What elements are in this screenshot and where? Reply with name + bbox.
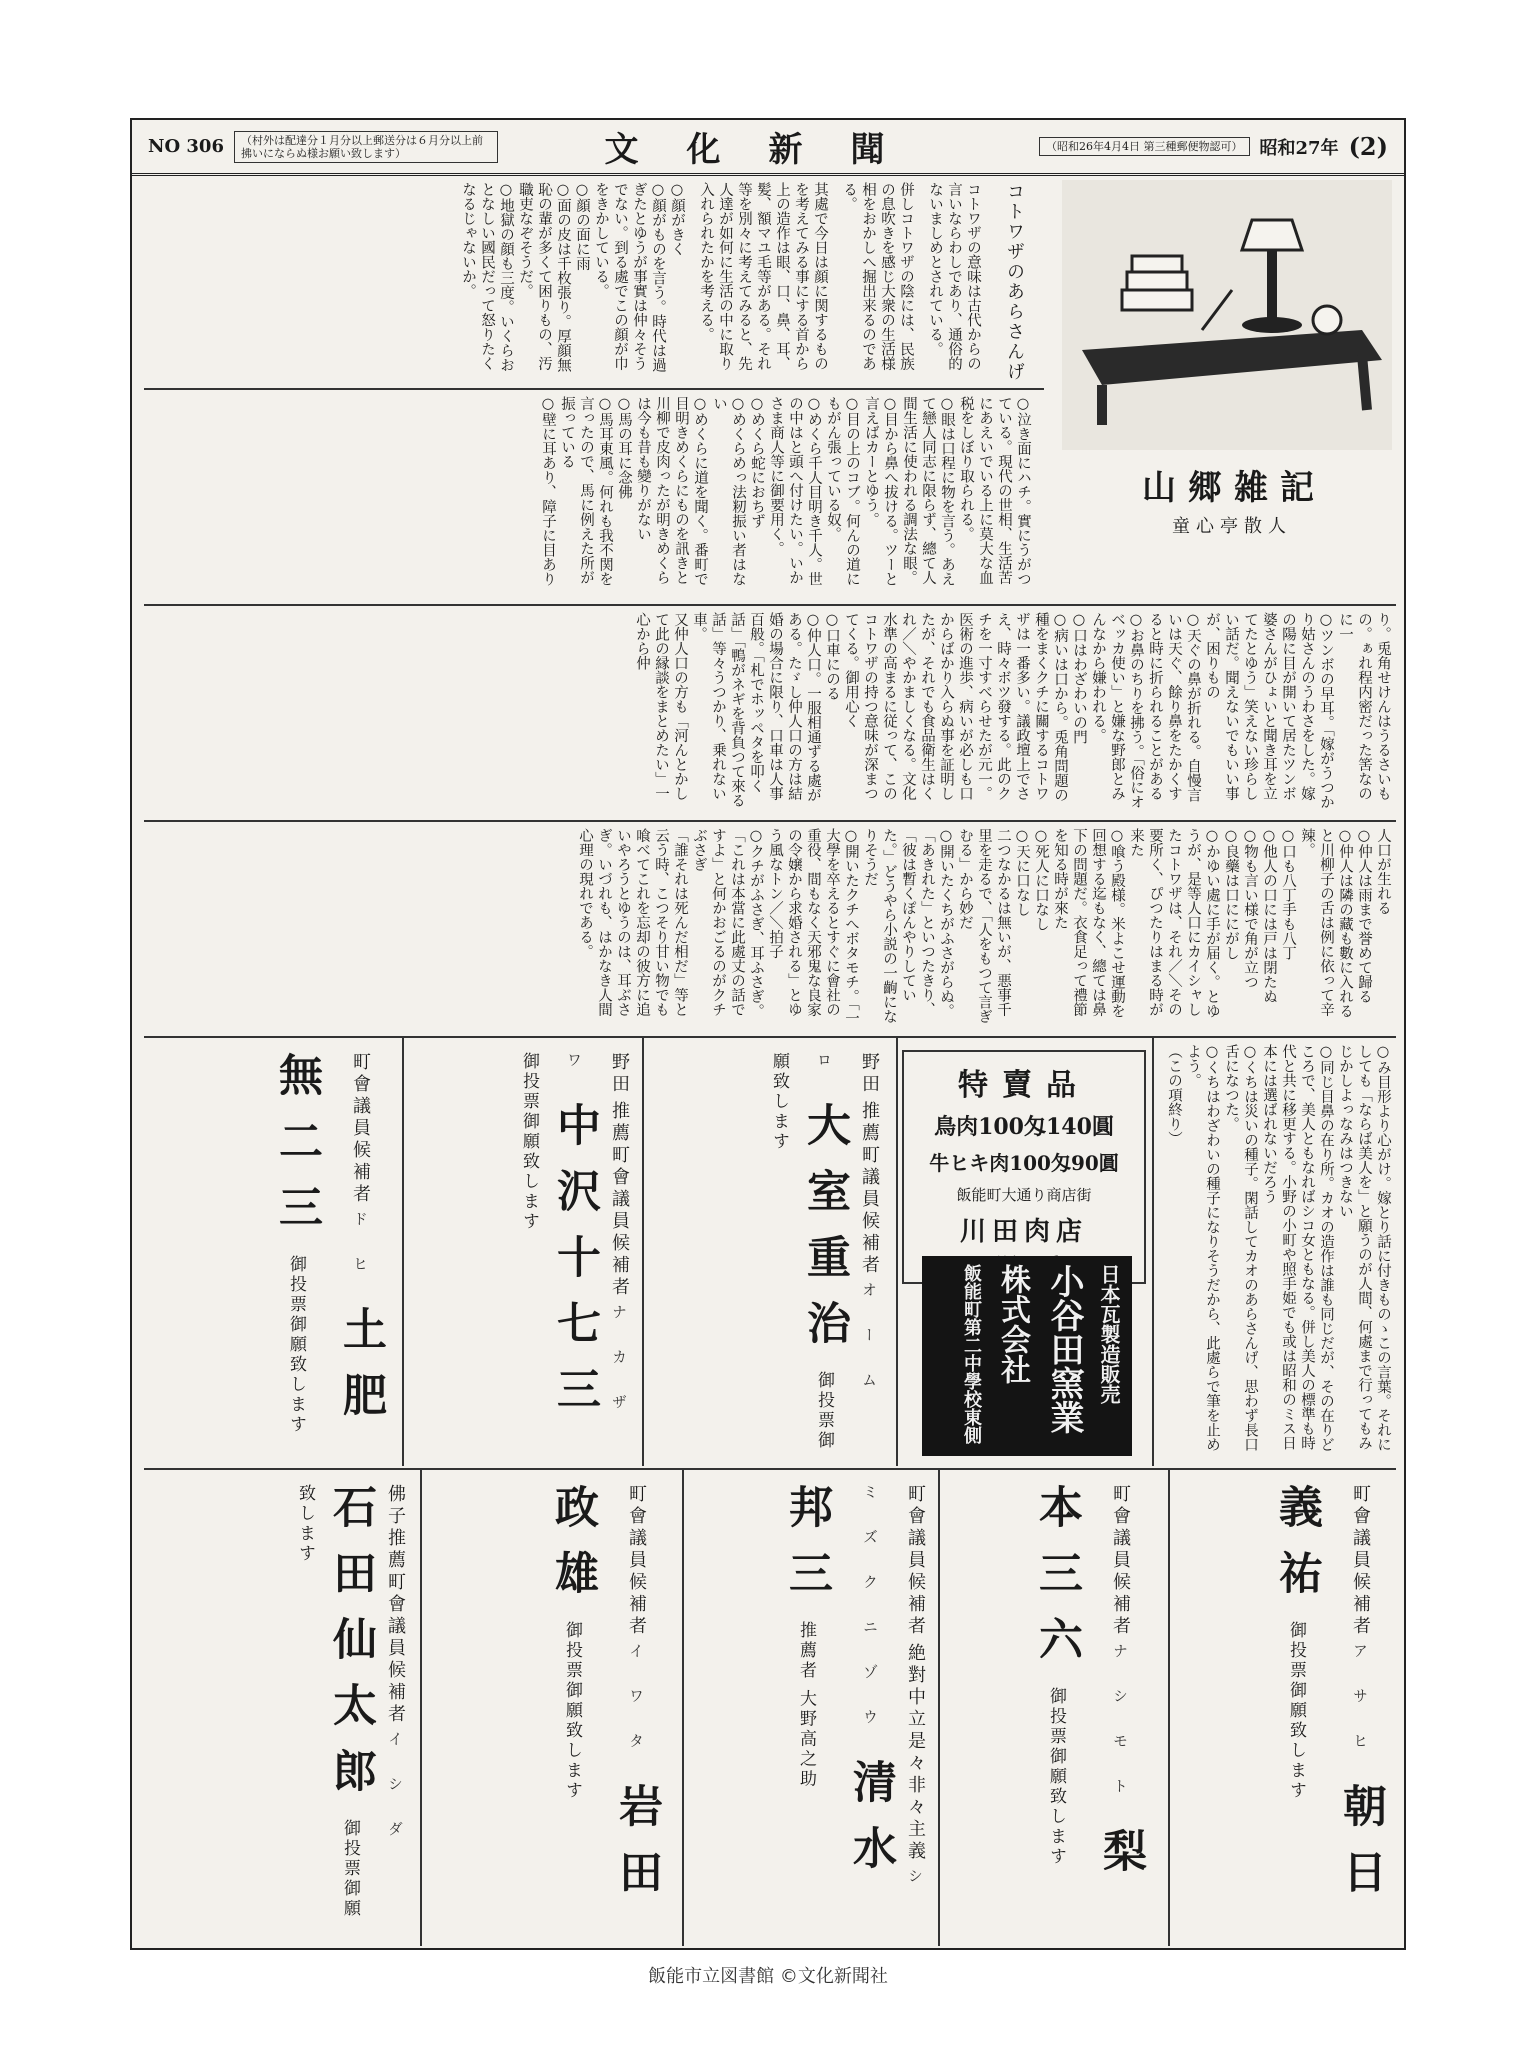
paragraph: ○壁に耳あり、障子に目あり — [540, 396, 556, 586]
paragraph: ○めくら蛇におちず — [749, 396, 765, 528]
ad-address: 飯能町大通り商店街 — [956, 1186, 1092, 1204]
desk-illustration — [1062, 180, 1392, 450]
candidate-furigana: ドヒ — [351, 1211, 369, 1302]
paragraph: ○物も言い様で角が立つ — [1242, 828, 1258, 989]
candidate-ad — [692, 1484, 928, 1934]
paragraph: コトワザの意味は古代からの言いならわしであり、通俗的ないましめとされている。 — [927, 182, 981, 371]
candidate-ad — [432, 1484, 668, 1934]
rule — [642, 1036, 644, 1466]
paragraph: ○めくらめっ法籾振い者はない — [711, 396, 746, 586]
vote-request: 御投票御願致します — [562, 1621, 582, 1802]
paragraph: ○天ぐの鼻が折れる。自慢言いは天ぐ、餘り鼻をたかくすると時に折られることがある — [1147, 612, 1201, 802]
paragraph: ○目の上のコブ。何んの道にもがん張っている奴。 — [825, 396, 860, 586]
paragraph: ○顔がものを言う。時代は過ぎたとゆうが事實は仲々そうでない。到る處でこの顔が巾をきかしている。 — [593, 182, 666, 372]
paragraph: ○天に口なし — [1014, 828, 1030, 917]
candidate-name: 清水邦三 — [781, 1484, 896, 1892]
candidate-furigana: イシダ — [386, 1731, 404, 1867]
paragraph: ○仲人は隣の藏も數に入れると川柳子の舌は例に依って辛辣。 — [1299, 828, 1353, 1018]
page-number: (2) — [1348, 132, 1388, 161]
candidate-name: 梨本三六 — [1031, 1484, 1146, 1895]
rule — [682, 1468, 684, 1946]
vote-request: 御投票御願致します — [295, 1484, 360, 1920]
article-column-mid — [142, 396, 1032, 596]
candidate-role: 町會議員候補者 — [1110, 1484, 1131, 1638]
candidate-furigana: シミズクニゾウ — [861, 1484, 924, 1914]
article-column-top — [462, 182, 982, 382]
vote-request: 御投票御願致します — [519, 1052, 539, 1232]
paragraph: ○めくらに道を聞く。番町で目明きめくらにものを訊きと川柳で皮肉ったが明きめくらは今も昔も變りがない — [635, 396, 708, 586]
candidate-ad — [652, 1052, 882, 1452]
paragraph: り。兎角せけんはうるさいもの。ぁれ程内密だった筈なのに一 — [1337, 612, 1391, 801]
candidate-name: 土肥無二三 — [271, 1052, 386, 1439]
candidate-ad — [1182, 1484, 1392, 1934]
candidate-ad — [412, 1052, 632, 1452]
paragraph: ○良藥は口ににがし — [1223, 828, 1239, 960]
candidate-role: 町會議員候補者 — [1350, 1484, 1371, 1638]
paragraph: ○泣き面にハチ。實にうがつている。現代の世相、生活苦にあえいでいる上に莫大な血税をしぼり取られる。 — [958, 396, 1031, 586]
paragraph: ○開いたクチへボタモチ。「一大學を卒えるとすぐに會社の重役、間もなく天邪鬼な良家の令嬢から求婚される」とゆう風なトン／＼拍子 — [767, 828, 859, 1026]
candidate-recommender: 野田 — [609, 1052, 630, 1096]
candidate-furigana: ナカザワ — [565, 1052, 628, 1440]
paragraph: ○眼は口程に物を言う。あえて戀人同志に限らず、總て人間生活に使われる調法な眼。 — [901, 396, 955, 586]
article-title: 山郷雑記 — [1142, 468, 1326, 508]
article-byline: 童心亭散人 — [1172, 516, 1292, 537]
candidate-furigana: オームロ — [815, 1052, 878, 1418]
kiln-company-ad — [922, 1256, 1132, 1456]
paragraph: ○くちは災いの種子。閑話してカオのあらさんげ、思わず長口舌になつた。 — [1223, 1044, 1258, 1452]
paragraph: （この項終り） — [1166, 1044, 1182, 1146]
paragraph: ○馬の耳に念佛 — [616, 396, 632, 499]
paragraph: ○他人の口には戸は閉たぬ — [1261, 828, 1277, 1004]
rule — [420, 1468, 422, 1946]
candidate-furigana: イワタ — [627, 1643, 645, 1779]
paragraph: ○ツンボの早耳。「嫁がうつかり姑さんのうわさをした。嫁の陽に目が開いて居たツンボ婆さんがひょいと聞き耳を立てたとゆう」笑えない珍らしい話だ。聞えないでもいい事が、困りもの — [1204, 612, 1334, 810]
rule — [144, 1036, 1396, 1038]
candidate-role: 町會議員候補者 — [626, 1484, 647, 1638]
candidate-name: 朝日義祐 — [1271, 1484, 1386, 1916]
vote-request: 御投票御願致します — [286, 1255, 306, 1436]
ad-line: 株式会社 — [995, 1264, 1030, 1384]
paragraph: 又仲人口の方も「河んとかして此の縁談をまとめたい」一心から仲 — [634, 612, 688, 801]
candidate-role: 佛子推薦町會議員候補者 — [385, 1484, 406, 1726]
ad-line: 飯能町第二中學校東側 — [961, 1264, 982, 1444]
candidate-name: 石田仙太郎 — [325, 1484, 376, 1814]
ad-line: 小谷田窯業 — [1044, 1264, 1084, 1434]
candidate-recommender: 推薦者 大野高之助 — [796, 1621, 816, 1790]
ad-headline: 特賣品 — [958, 1068, 1090, 1103]
candidate-ad — [952, 1484, 1152, 1934]
paragraph: ○仲人は雨まで誉めて歸る — [1356, 828, 1372, 1004]
candidate-name: 中沢十七三 — [549, 1102, 600, 1433]
paragraph: ○同じ目鼻の在り所。カオの造作は誰も同じだが、その在りどころで、美人ともなればシコ女ともなる。併し美人の標準も時代と共に移更する。小野の小町や照手姫でも或は昭和のミス日本には選ばれないだろう — [1261, 1044, 1334, 1452]
candidate-role: 町會議員候補者 — [905, 1484, 926, 1638]
archive-footer: 飯能市立図書館 ©文化新聞社 — [648, 1966, 888, 1987]
candidate-name: 岩田政雄 — [547, 1484, 662, 1916]
candidate-role: 推薦町議員候補者 — [859, 1101, 880, 1278]
rule — [144, 820, 1396, 822]
rule — [144, 604, 1396, 606]
article-column-fourth — [142, 828, 1392, 1028]
article-column-fifth — [1162, 1044, 1392, 1464]
vote-request: 御投票御願致します — [1286, 1621, 1306, 1802]
paragraph: ○めくら千人目明き千人。世の中はと頭へ付けたい。いかさま商人等に御要用く。 — [768, 396, 822, 586]
issue-date: 昭和27年 — [1259, 137, 1339, 159]
rule — [144, 1468, 1396, 1470]
rule — [938, 1468, 940, 1946]
paragraph: ○面の皮は千枚張り。厚顔無恥の輩が多くて困りもの、汚職吏なぞそうだ。 — [517, 182, 571, 372]
rule — [1152, 1036, 1154, 1466]
vote-request: 御投票御願致します — [769, 1052, 834, 1452]
rule — [402, 1036, 404, 1466]
paragraph: 二つなかるは無いが、悪事千里を走るで、「人をもつて言ぎむる」から妙だ — [957, 828, 1011, 1024]
candidate-ad — [172, 1052, 392, 1452]
paragraph: ○口も八丁手も八丁 — [1280, 828, 1296, 960]
candidate-ad — [162, 1484, 408, 1934]
paragraph: ○クチがふさぎ、耳ふさぎ。「これは本當に此處丈の話ですよ」と何かおごるのがクチぶさぎ — [691, 828, 764, 1018]
candidate-furigana: ナシモト — [1111, 1643, 1129, 1824]
candidate-role: 推薦町會議員候補者 — [609, 1101, 630, 1300]
rule — [896, 1036, 898, 1466]
paragraph: ○喰う殿様。米よこせ運動を回想する迄もなく、總ては鼻下の問題だ。衣食足って禮節を知る時が來た — [1052, 828, 1125, 1018]
paragraph: 「誰それは死んだ相だ」等と云う時、こつそり甘い物でも喰べてこれを忘却の彼方に追いやろうとゆうのは、耳ぶさぎ。いづれも、はかなき人間心理の現れである。 — [577, 828, 688, 1017]
paragraph: ○顔がきく — [669, 182, 685, 256]
paragraph: 併しコトワザの陰には、民族の息吹きを感じ大衆の生活様相をおかしへ掘出来るのである。 — [841, 182, 914, 371]
newspaper-title: 文化新聞 — [604, 130, 933, 170]
paragraph: ○病いは口から。兎角問題の種をまくクチに關するコトワザは一番多い。議政壇上でさえ、時々ボツ發する。此のクチを一寸すべらせたが元一。 — [976, 612, 1068, 802]
paragraph: ○地獄の顔も三度。いくらおとなしい國民だって怒りたくなるじゃないか。 — [460, 182, 514, 372]
ad-price-line: 鳥肉100匁140圓 — [934, 1114, 1114, 1140]
ad-price-line: 牛ヒキ肉100匁90圓 — [929, 1151, 1119, 1175]
rule — [1168, 1468, 1170, 1946]
paragraph: ○口車にのる — [824, 612, 840, 701]
paragraph: ○口はわざわいの門 — [1071, 612, 1087, 744]
paragraph: ○仲人口。一服相通ずる處がある。たゞし仲人口の方は結婚の場合に限り、口車は人事百般。「札でホッペタを叩く話」「鴨がネギを背負つて來る話」等々うつかり、乗れない車。 — [691, 612, 821, 808]
paragraph: ○馬耳東風。何れも我不関を言ったので、馬に例えた所が振っている — [559, 396, 613, 586]
paragraph: ○死人に口なし — [1033, 828, 1049, 931]
meat-shop-ad — [902, 1050, 1146, 1284]
paragraph: ○かゆい處に手が届く。とゆうが、是等人口にカイシャしたコトワザは、それ／＼その要所く、ぴつたりはまる時が来た — [1128, 828, 1220, 1018]
ad-line: 日本瓦製造販売 — [1097, 1264, 1121, 1404]
paragraph: 医術の進歩、病いが必しも口からばかり入らぬ事を証明したが、それでも食品衛生はくれ／＼やかましくなる。文化水準の高まるに従って、このコトワザの持つ意味が深まつてくる。御用心く — [843, 612, 973, 801]
candidate-role: 町會議員候補者 — [350, 1052, 371, 1206]
article-column-third — [142, 612, 1392, 812]
rule — [144, 388, 1044, 390]
candidate-name: 大室重治 — [799, 1102, 850, 1367]
delivery-notice: （村外は配達分１月分以上郵送分は６月分以上前拂いにならぬ様お願い致します） — [234, 131, 498, 163]
candidate-slogan: 絶對中立是々非々主義 — [905, 1643, 926, 1864]
paragraph: 其處で今日は顔に関するものを考えてみる事にする首から上の造作は眼、口、鼻、耳、髪、額マユ毛等がある。それ等を別々に考えてみると、先人達が如何に生活の中に取り入れられたかを考える。 — [698, 182, 828, 371]
masthead — [132, 120, 1404, 176]
newspaper-page — [130, 118, 1406, 1950]
ad-shop-name: 川田肉店 — [959, 1217, 1088, 1247]
paragraph: ○み目形より心がけ。嫁とり話に付きものゝこの言葉。それにしても「ならば美人を」と願うのが人間、何處まで行ってもみじかしよっなみはつきない — [1337, 1044, 1391, 1452]
candidate-recommender: 野田 — [859, 1052, 880, 1096]
paragraph: ○目から鼻へ拔ける。ツーと言えばカーとゆう。 — [863, 396, 898, 586]
paragraph: ○開いたくちがふさがらぬ。「あきれた」といつたきり、「彼は暫くぽんやりしていた。」どうやら小説の一齣になりそうだ — [862, 828, 954, 1024]
section-heading: コトワザのあらさんげ — [1004, 182, 1025, 382]
paragraph: 人口が生れる — [1375, 828, 1391, 915]
paragraph: ○くちはわざわいの種子になりそうだから、此處らで筆を止めよう。 — [1185, 1044, 1220, 1452]
paragraph: ○お鼻のちりを拂う。「俗にオベッカ使い」と嫌な野郎とみんなから嫌われる。 — [1090, 612, 1144, 810]
vote-request: 御投票御願致します — [1046, 1687, 1066, 1868]
issue-number: NO 306 — [148, 136, 224, 157]
candidate-furigana: アサヒ — [1351, 1643, 1369, 1779]
postal-permit: （昭和26年4月4日 第三種郵便物認可） — [1039, 137, 1250, 156]
paragraph: ○顔の面に雨 — [574, 182, 590, 271]
